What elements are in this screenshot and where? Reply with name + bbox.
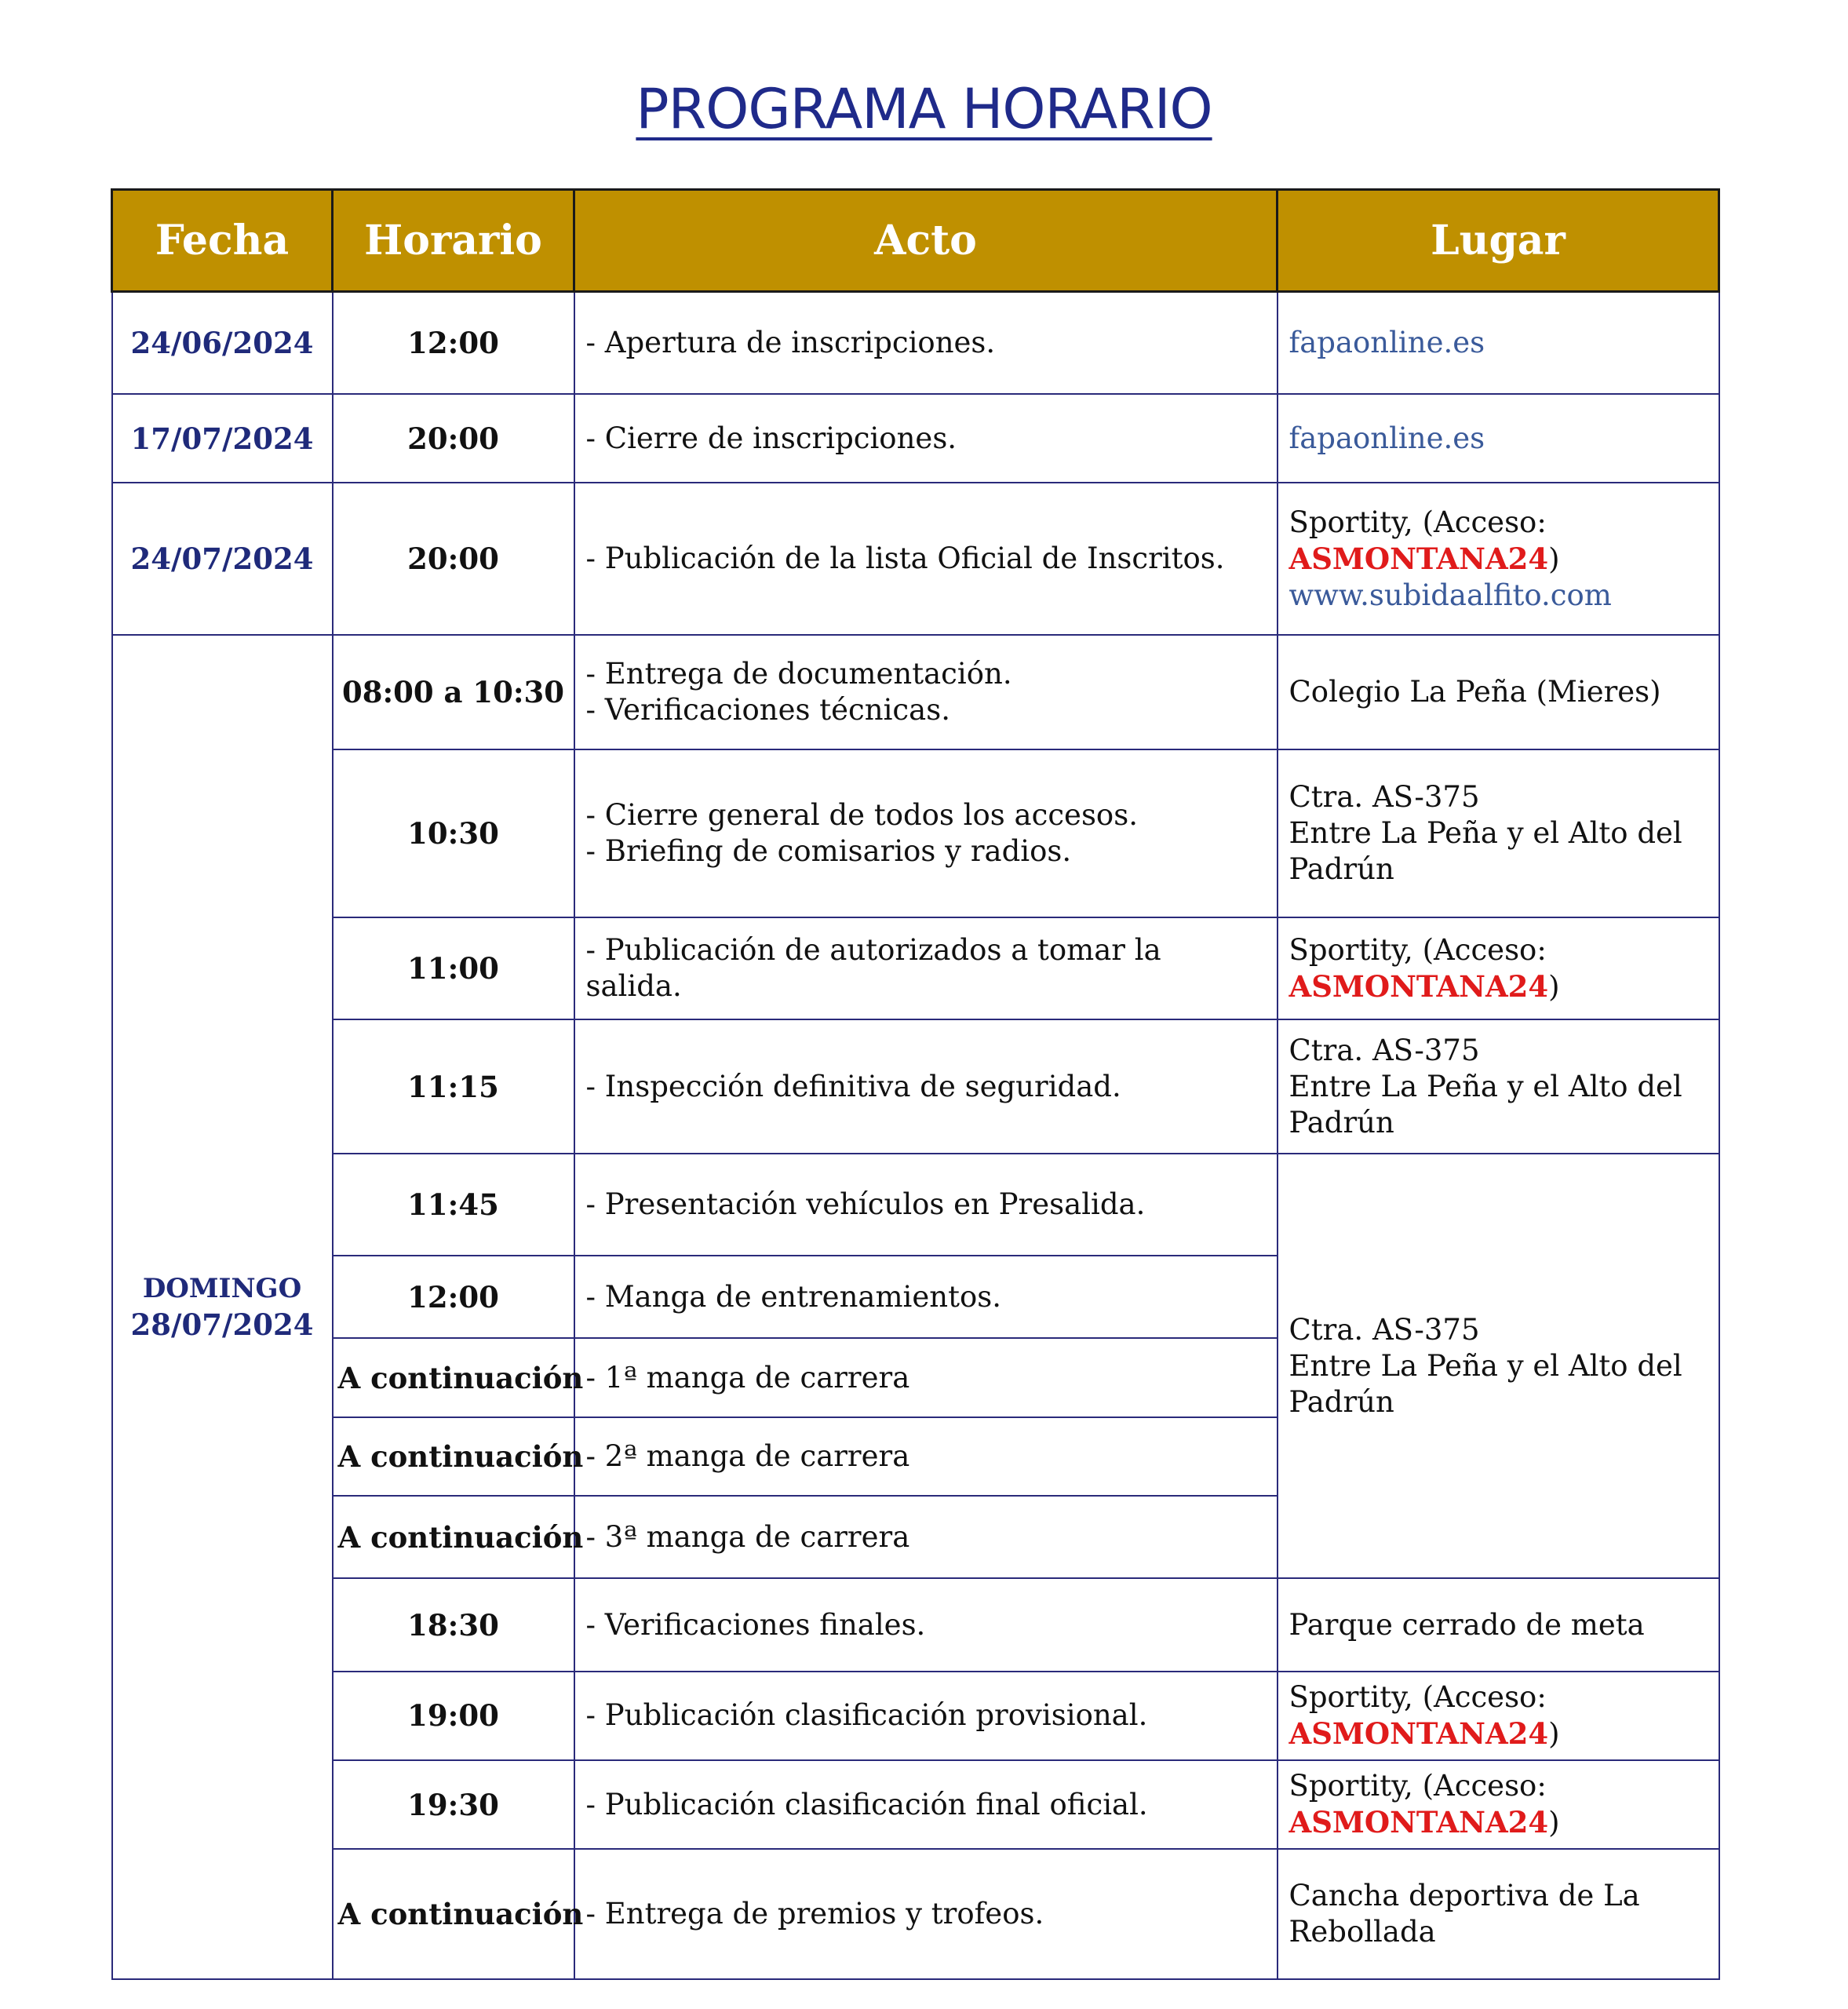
time-cell: 19:00 [333, 1672, 574, 1760]
place-link[interactable]: fapaonline.es [1288, 325, 1485, 359]
time-cell: A continuación [333, 1338, 574, 1417]
place-line: Ctra. AS-375 [1288, 1312, 1480, 1347]
time-cell: 12:00 [333, 1256, 574, 1338]
place-cell-merged [1278, 1154, 1719, 1579]
place-cell: Cancha deportiva de La Rebollada [1278, 1849, 1719, 1979]
table-row [112, 1578, 1719, 1671]
table-row [112, 292, 1719, 394]
event-cell: - Verificaciones finales. [574, 1578, 1278, 1671]
date-cell: 24/07/2024 [112, 483, 333, 635]
page-title: PROGRAMA HORARIO [636, 77, 1212, 141]
table-row [112, 635, 1719, 749]
place-link[interactable]: www.subidaalfito.com [1288, 578, 1612, 612]
time-cell: A continuación [333, 1496, 574, 1578]
header-row [112, 190, 1719, 292]
date-cell-domingo [112, 635, 333, 1979]
table-row [112, 394, 1719, 483]
place-cell [1278, 1672, 1719, 1760]
place-cell [1278, 1760, 1719, 1849]
date-cell: 24/06/2024 [112, 292, 333, 394]
header-fecha: Fecha [112, 190, 333, 292]
day-label: DOMINGO [142, 1273, 302, 1305]
event-cell [574, 749, 1278, 917]
place-cell [1278, 1019, 1719, 1154]
time-cell: 11:15 [333, 1019, 574, 1154]
event-cell: - Publicación de la lista Oficial de Inscritos. [574, 483, 1278, 635]
time-cell: 12:00 [333, 292, 574, 394]
place-link[interactable]: fapaonline.es [1288, 421, 1485, 455]
place-cell [1278, 292, 1719, 394]
access-code: ASMONTANA24 [1288, 541, 1549, 576]
table-row [112, 483, 1719, 635]
place-text: Sportity, (Acceso: [1288, 505, 1547, 539]
table-row [112, 1760, 1719, 1849]
event-line: - Verificaciones técnicas. [585, 693, 950, 727]
date-label: 28/07/2024 [130, 1307, 314, 1343]
event-cell: - Presentación vehículos en Presalida. [574, 1154, 1278, 1256]
event-cell: - Apertura de inscripciones. [574, 292, 1278, 394]
place-cell [1278, 483, 1719, 635]
place-text-end: ) [1548, 541, 1560, 576]
schedule-table [111, 188, 1720, 1980]
place-cell: Colegio La Peña (Mieres) [1278, 635, 1719, 749]
table-row [112, 749, 1719, 917]
time-cell: 20:00 [333, 394, 574, 483]
event-cell [574, 635, 1278, 749]
event-line: - Cierre general de todos los accesos. [585, 798, 1138, 833]
time-cell: A continuación [333, 1849, 574, 1979]
place-text-end: ) [1548, 969, 1560, 1004]
place-line: Ctra. AS-375 [1288, 780, 1480, 815]
place-text: Sportity, (Acceso: [1288, 932, 1547, 967]
table-row [112, 1019, 1719, 1154]
place-cell: Parque cerrado de meta [1278, 1578, 1719, 1671]
time-cell: 20:00 [333, 483, 574, 635]
event-cell: - Manga de entrenamientos. [574, 1256, 1278, 1338]
event-cell: - 2ª manga de carrera [574, 1417, 1278, 1496]
table-row [112, 917, 1719, 1019]
place-line: Ctra. AS-375 [1288, 1033, 1480, 1067]
event-line: - Briefing de comisarios y radios. [585, 834, 1072, 869]
event-cell: - Cierre de inscripciones. [574, 394, 1278, 483]
table-row [112, 1672, 1719, 1760]
place-text: Sportity, (Acceso: [1288, 1769, 1547, 1803]
place-text: Sportity, (Acceso: [1288, 1679, 1547, 1714]
event-cell: - 1ª manga de carrera [574, 1338, 1278, 1417]
event-line: - Entrega de documentación. [585, 657, 1012, 691]
table-row [112, 1849, 1719, 1979]
place-cell [1278, 394, 1719, 483]
time-cell: 18:30 [333, 1578, 574, 1671]
header-lugar: Lugar [1278, 190, 1719, 292]
event-cell: - Publicación clasificación provisional. [574, 1672, 1278, 1760]
event-cell: - 3ª manga de carrera [574, 1496, 1278, 1578]
event-cell: - Publicación clasificación final oficial. [574, 1760, 1278, 1849]
time-cell: 10:30 [333, 749, 574, 917]
place-text-end: ) [1548, 1716, 1560, 1751]
place-cell [1278, 917, 1719, 1019]
event-cell: - Entrega de premios y trofeos. [574, 1849, 1278, 1979]
access-code: ASMONTANA24 [1288, 968, 1549, 1004]
event-cell: - Inspección definitiva de seguridad. [574, 1019, 1278, 1154]
access-code: ASMONTANA24 [1288, 1715, 1549, 1751]
time-cell: 11:45 [333, 1154, 574, 1256]
date-cell: 17/07/2024 [112, 394, 333, 483]
place-line: Entre La Peña y el Alto del Padrún [1288, 1069, 1682, 1139]
place-line: Entre La Peña y el Alto del Padrún [1288, 816, 1682, 887]
time-cell: A continuación [333, 1417, 574, 1496]
header-acto: Acto [574, 190, 1278, 292]
time-cell: 11:00 [333, 917, 574, 1019]
event-cell: - Publicación de autorizados a tomar la salida. [574, 917, 1278, 1019]
place-cell [1278, 749, 1719, 917]
header-horario: Horario [333, 190, 574, 292]
place-text-end: ) [1548, 1806, 1560, 1840]
time-cell: 19:30 [333, 1760, 574, 1849]
place-line: Entre La Peña y el Alto del Padrún [1288, 1348, 1682, 1419]
time-cell: 08:00 a 10:30 [333, 635, 574, 749]
table-row [112, 1154, 1719, 1256]
access-code: ASMONTANA24 [1288, 1805, 1549, 1840]
